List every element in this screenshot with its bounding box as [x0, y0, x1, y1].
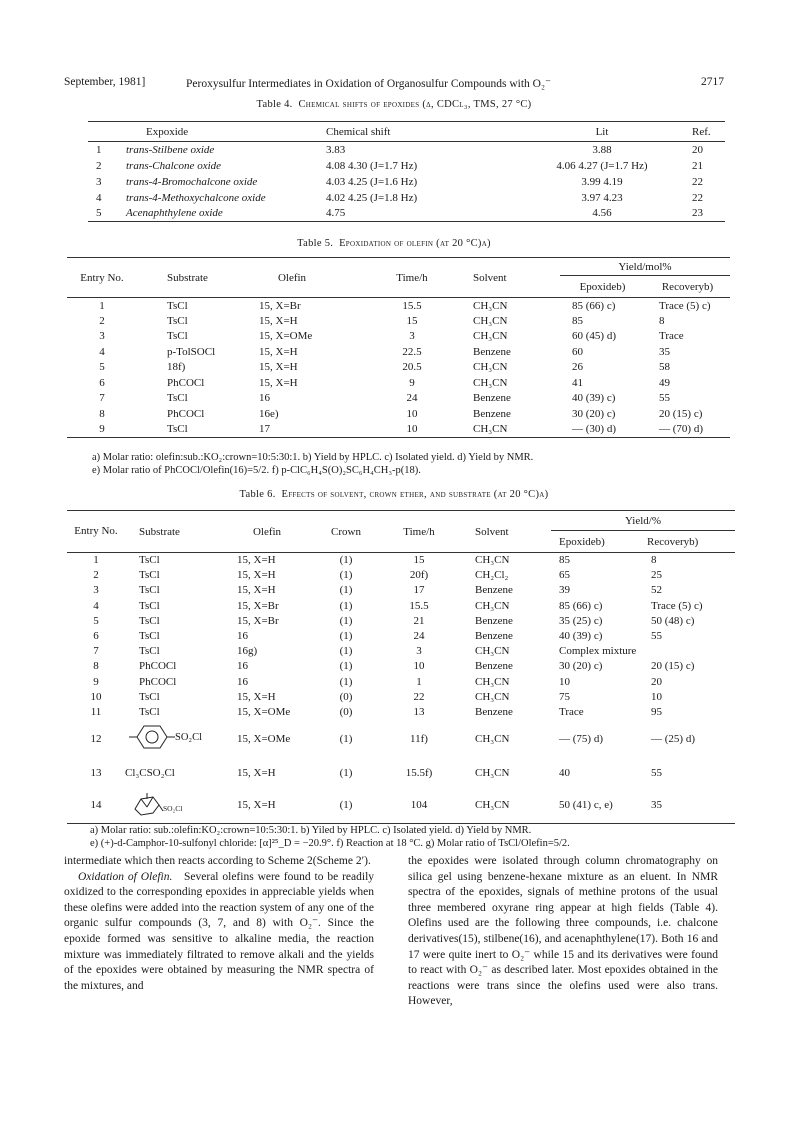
t6-row-time: 21: [413, 614, 425, 627]
t6-row-crown: (0): [339, 690, 353, 703]
t5-row-substrate: p-TolSOCl: [167, 345, 216, 358]
t6-row-recovery: 55: [651, 630, 662, 643]
t6-row-recovery: 10: [651, 690, 662, 703]
t6-row-epoxide: Trace: [559, 705, 584, 718]
t5-row-olefin: 15, X=H: [259, 314, 298, 327]
t6-row-crown: (1): [339, 660, 353, 673]
t5-row-time: 3: [409, 330, 415, 343]
t5-col-solvent: Solvent: [473, 271, 507, 284]
t5-row-time: 10: [406, 407, 418, 420]
t6-row-substrate: TsCl: [139, 554, 160, 567]
t5-row-no: 3: [99, 330, 105, 343]
t4-row-lit: 3.88: [592, 143, 612, 156]
page-number: 2717: [701, 76, 724, 88]
t6-row-no: 13: [90, 766, 102, 779]
t5-row-solvent: CH₃CN: [473, 376, 508, 389]
t6-row-substrate: TsCl: [139, 599, 160, 612]
t5-row-substrate: 18f): [167, 361, 186, 374]
t4-row-shift: 3.83: [326, 143, 346, 156]
sulfonyl-chloride-label: SO₂Cl: [163, 803, 183, 813]
t6-row-epoxide: Complex mixture: [559, 645, 637, 658]
t5-row-epoxide: 85 (66) c): [572, 299, 616, 312]
t6-row-substrate: TsCl: [139, 569, 160, 582]
table-row: [88, 174, 725, 190]
t4-row-epoxide: trans-4-Bromochalcone oxide: [126, 175, 258, 188]
t5-row-substrate: TsCl: [167, 330, 188, 343]
t6-col-entry: Entry No.: [74, 525, 118, 537]
t6-row-solvent: CH₃CN: [475, 766, 510, 779]
t6-row-recovery: 8: [651, 554, 657, 567]
t6-row-recovery: 52: [651, 584, 662, 597]
table-row: [88, 206, 725, 222]
table-row: [67, 583, 735, 598]
t6-row-time: 11f): [410, 732, 428, 745]
table-row: [88, 190, 725, 206]
t5-row-time: 9: [409, 376, 415, 389]
t4-col-ref: Ref.: [692, 125, 711, 138]
section-heading: Oxidation of Olefin.: [78, 870, 173, 883]
t6-row-solvent: Benzene: [475, 705, 513, 718]
table-row: [67, 329, 730, 345]
t6-row-no: 11: [90, 705, 102, 718]
t5-row-time: 22.5: [402, 345, 422, 358]
t6-row-crown: (1): [339, 732, 353, 745]
t6-row-epoxide: 30 (20) c): [559, 660, 603, 673]
t4-row-lit: 4.06 4.27 (J=1.7 Hz): [556, 159, 648, 172]
table-row: [67, 704, 735, 719]
t6-row-crown: (1): [339, 645, 353, 658]
t6-col-yield: Yield/%: [551, 511, 735, 531]
camphor-skeleton-icon: [131, 791, 163, 817]
t6-row-olefin: 15, X=OMe: [237, 705, 291, 718]
t4-row-no: 1: [96, 143, 102, 156]
t5-row-time: 20.5: [402, 361, 422, 374]
t6-row-crown: (1): [339, 675, 353, 688]
table4: [88, 121, 725, 222]
t6-row-crown: (1): [339, 630, 353, 643]
t6-col-solvent: Solvent: [475, 525, 509, 538]
t5-row-olefin: 15, X=H: [259, 361, 298, 374]
t6-row-solvent: CH₃CN: [475, 799, 510, 812]
t6-row-olefin: 15, X=Br: [237, 614, 279, 627]
t5-row-olefin: 16: [259, 392, 270, 405]
t5-col-recovery: Recoveryb): [661, 280, 714, 293]
t6-row-olefin: 15, X=H: [237, 584, 276, 597]
table5: [67, 257, 730, 438]
t6-row-recovery: 55: [651, 766, 662, 779]
t6-row-crown: (1): [339, 614, 353, 627]
t5-row-solvent: Benzene: [473, 392, 511, 405]
table-row: [67, 344, 730, 360]
t6-row-olefin: 15, X=H: [237, 554, 276, 567]
t6-row-solvent: CH₃CN: [475, 675, 510, 688]
t6-row-no: 9: [93, 675, 99, 688]
t4-row-shift: 4.03 4.25 (J=1.6 Hz): [326, 175, 418, 188]
t6-col-recovery: Recoveryb): [647, 535, 699, 548]
t6-row-no: 4: [93, 599, 99, 612]
t5-col-time: Time/h: [396, 271, 428, 284]
t6-row-solvent: CH₂Cl₂: [475, 569, 509, 582]
t6-row-solvent: Benzene: [475, 584, 513, 597]
t6-row-crown: (1): [339, 584, 353, 597]
t6-col-time: Time/h: [403, 525, 435, 538]
t4-row-ref: 20: [692, 143, 703, 156]
table-row: [67, 720, 735, 758]
t6-row-solvent: Benzene: [475, 660, 513, 673]
table4-caption: Table 4. Chemical shifts of epoxides (δ, CDCl₃, TMS, 27 °C): [256, 99, 532, 110]
t6-row-epoxide: 39: [559, 584, 570, 597]
t6-row-time: 15.5f): [405, 766, 433, 779]
t5-row-solvent: CH₃CN: [473, 314, 508, 327]
table-row: [67, 659, 735, 674]
t6-row-solvent: Benzene: [475, 630, 513, 643]
t6-col-epoxide: Epoxideb): [559, 535, 605, 548]
table-row: [67, 788, 735, 824]
t6-row-epoxide: 65: [559, 569, 570, 582]
t6-row-solvent: CH₃CN: [475, 690, 510, 703]
t4-row-shift: 4.75: [326, 207, 346, 220]
table-row: [67, 391, 730, 407]
t6-row-olefin: 16: [237, 675, 248, 688]
t6-row-no: 7: [93, 645, 99, 658]
t5-row-solvent: CH₃CN: [473, 299, 508, 312]
t6-row-crown: (1): [339, 799, 353, 812]
t6-row-no: 1: [93, 554, 99, 567]
t6-row-substrate: TsCl: [139, 614, 160, 627]
t5-row-recovery: 35: [659, 345, 670, 358]
table-row: [67, 422, 730, 438]
t5-row-substrate: PhCOCl: [167, 376, 205, 389]
t4-row-epoxide: Acenaphthylene oxide: [126, 207, 223, 220]
t4-row-lit: 4.56: [592, 207, 612, 220]
table-row: [67, 360, 730, 376]
t4-row-ref: 23: [692, 207, 703, 220]
t6-row-epoxide: 40: [559, 766, 570, 779]
t5-col-olefin: Olefin: [277, 271, 307, 284]
t4-col-shift: Chemical shift: [326, 125, 391, 138]
t4-row-no: 3: [96, 175, 102, 188]
t4-row-lit: 3.97 4.23: [581, 191, 623, 204]
table-row: [67, 313, 730, 329]
t4-row-ref: 21: [692, 159, 703, 172]
t6-row-time: 22: [413, 690, 425, 703]
t6-row-crown: (0): [339, 705, 353, 718]
t5-row-olefin: 17: [259, 423, 270, 435]
t6-row-recovery: 25: [651, 569, 662, 582]
t6-row-epoxide: 10: [559, 675, 570, 688]
t6-row-solvent: CH₃CN: [475, 645, 510, 658]
t6-row-substrate: TsCl: [139, 645, 160, 658]
t5-row-solvent: CH₃CN: [473, 423, 508, 435]
t6-row-substrate: TsCl: [139, 584, 160, 597]
t6-row-olefin: 16: [237, 660, 248, 673]
t6-row-time: 104: [410, 799, 428, 812]
t6-row-epoxide: 35 (25) c): [559, 614, 603, 627]
t6-row-solvent: CH₃CN: [475, 732, 510, 745]
t6-row-olefin: 15, X=H: [237, 766, 276, 779]
t6-row-recovery: 20 (15) c): [651, 660, 695, 673]
body-right-column: the epoxides were isolated through column chromatography on silica gel using benzene-hexane mixture as an eluent. In NMR spectra of the epoxides, signals of methine protons of the usual three membered oxyrane ring appear at high fields (Table 4). Olefins used are the following three compounds, i.e. chalcone derivatives(15), stilbene(16), and acenaphthylene(17). Both 16 and 17 were quite inert to O₂⁻ while 15 and its derivatives were found to react with O₂⁻ as described later. Most epoxides obtained in the reactions were trans since the olefins used were also trans. However,: [408, 855, 718, 1008]
t4-row-shift: 4.02 4.25 (J=1.8 Hz): [326, 191, 418, 204]
table-row: [67, 644, 735, 659]
t5-row-epoxide: 30 (20) c): [572, 407, 616, 420]
t6-row-solvent: CH₃CN: [475, 599, 510, 612]
t6-row-epoxide: 40 (39) c): [559, 630, 603, 643]
t5-row-epoxide: — (30) d): [572, 423, 616, 435]
t6-row-crown: (1): [339, 766, 353, 779]
t6-row-olefin: 16g): [237, 645, 258, 658]
t4-row-epoxide: trans-4-Methoxychalcone oxide: [126, 191, 266, 204]
table-row: [67, 628, 735, 643]
t6-row-olefin: 15, X=H: [237, 799, 276, 812]
t6-row-substrate: TsCl: [139, 630, 160, 643]
t6-col-olefin: Olefin: [252, 525, 282, 538]
t5-row-recovery: 20 (15) c): [659, 407, 703, 420]
t4-row-no: 4: [96, 191, 102, 204]
t4-col-lit: Lit: [595, 125, 609, 138]
t6-row-recovery: [643, 644, 735, 659]
table6-caption: Table 6. Effects of solvent, crown ether, and substrate (at 20 °C)a): [239, 489, 549, 500]
t5-row-time: 15.5: [402, 299, 422, 312]
t5-row-no: 5: [99, 361, 105, 374]
t4-row-no: 2: [96, 159, 102, 172]
table-row: [67, 406, 730, 422]
t5-row-epoxide: 60 (45) d): [572, 330, 616, 343]
t5-row-substrate: TsCl: [167, 392, 188, 405]
t5-row-epoxide: 85: [572, 314, 583, 327]
t6-row-recovery: Trace (5) c): [651, 599, 703, 612]
table-row: [67, 613, 735, 628]
t5-row-no: 9: [99, 423, 105, 435]
t6-row-solvent: CH₃CN: [475, 554, 510, 567]
t5-row-epoxide: 26: [572, 361, 583, 374]
t5-col-yield: Yield/mol%: [560, 258, 730, 276]
t6-row-solvent: Benzene: [475, 614, 513, 627]
t5-col-epoxide: Epoxideb): [579, 280, 626, 293]
table6: [67, 510, 735, 824]
t5-row-recovery: — (70) d): [659, 423, 703, 435]
t6-row-no: 3: [93, 584, 99, 597]
t5-row-olefin: 15, X=OMe: [259, 330, 313, 343]
t5-row-no: 1: [99, 299, 105, 312]
t6-row-time: 10: [413, 660, 425, 673]
table5-caption: Table 5. Epoxidation of olefin (at 20 °C)a): [297, 238, 491, 249]
t6-row-epoxide: 85: [559, 554, 570, 567]
t5-row-time: 15: [406, 314, 418, 327]
t5-row-recovery: 8: [659, 314, 665, 327]
t6-row-substrate: [125, 720, 217, 758]
t6-row-epoxide: — (75) d): [559, 732, 603, 745]
table-row: [67, 553, 735, 568]
t6-col-crown: Crown: [331, 525, 361, 538]
t6-row-olefin: 15, X=OMe: [237, 732, 291, 745]
t6-row-recovery: 20: [651, 675, 662, 688]
table-row: [67, 298, 730, 314]
t6-row-no: 8: [93, 660, 99, 673]
t5-row-no: 6: [99, 376, 105, 389]
t5-row-time: 10: [406, 423, 418, 435]
t6-row-substrate: Cl₃CSO₂Cl: [125, 766, 175, 779]
t6-row-recovery: 50 (48) c): [651, 614, 695, 627]
t5-row-recovery: Trace: [659, 330, 684, 343]
t6-row-recovery: — (25) d): [651, 732, 695, 745]
t6-row-time: 3: [416, 645, 422, 658]
t5-row-no: 7: [99, 392, 105, 405]
t5-row-epoxide: 40 (39) c): [572, 392, 616, 405]
t6-row-no: 12: [90, 732, 102, 745]
t6-row-substrate: PhCOCl: [139, 675, 177, 688]
t5-row-solvent: CH₃CN: [473, 330, 508, 343]
t6-row-no: 10: [90, 690, 102, 703]
table-row: [67, 758, 735, 788]
t5-row-epoxide: 60: [572, 345, 583, 358]
t5-row-olefin: 15, X=Br: [259, 299, 301, 312]
t5-row-no: 8: [99, 407, 105, 420]
t6-row-recovery: 95: [651, 705, 662, 718]
t6-row-epoxide: 75: [559, 690, 570, 703]
t6-row-time: 15: [413, 554, 425, 567]
t6-row-epoxide: 85 (66) c): [559, 599, 603, 612]
t6-row-time: 20f): [409, 569, 429, 582]
table-row: [67, 689, 735, 704]
camphor-sulfonyl-chloride-structure: [131, 791, 182, 817]
table-row: [88, 158, 725, 174]
sulfonyl-chloride-label: SO₂Cl: [175, 731, 203, 743]
t4-row-shift: 4.08 4.30 (J=1.7 Hz): [326, 159, 418, 172]
t6-row-time: 24: [413, 630, 425, 643]
t6-row-time: 13: [413, 705, 425, 718]
table-row: [67, 674, 735, 689]
t5-row-no: 2: [99, 314, 105, 327]
t6-row-no: 6: [93, 630, 99, 643]
t6-row-substrate: TsCl: [139, 705, 160, 718]
table-row: [67, 598, 735, 613]
t6-row-time: 1: [416, 675, 422, 688]
body-left-column: intermediate which then reacts according to Scheme 2(Scheme 2′). Oxidation of Olefin. Several olefins were found to be readily oxidized to the corresponding epoxides in appreciable yields when these olefins were added into the reaction system of any one of the organic sulfur compounds (3, 7, and 8) with O₂⁻. Since the epoxide formed was sensitive to alkaline media, the reaction mixture was immediately filtrated to remove alkali and the yields of the epoxides were obtained by measuring the NMR spectra of the mixtures, and: [64, 855, 375, 992]
t5-row-olefin: 15, X=H: [259, 345, 298, 358]
t4-row-lit: 3.99 4.19: [581, 175, 623, 188]
t5-row-substrate: TsCl: [167, 423, 188, 435]
t5-row-solvent: CH₃CN: [473, 361, 508, 374]
t5-row-solvent: Benzene: [473, 345, 511, 358]
running-title: Peroxysulfur Intermediates in Oxidation of Organosulfur Compounds with O₂⁻: [186, 78, 552, 90]
t5-row-olefin: 15, X=H: [259, 376, 298, 389]
t5-row-solvent: Benzene: [473, 407, 511, 420]
t6-row-olefin: 15, X=Br: [237, 599, 279, 612]
t5-row-recovery: 58: [659, 361, 670, 374]
t6-row-substrate: [125, 788, 217, 824]
t6-row-recovery: 35: [651, 799, 662, 812]
table6-footnotes: a) Molar ratio: sub.:olefin:KO₂:crown=10:5:30:1. b) Yiled by HPLC. c) Isolated yield. d) Yield by NMR. e) (+)-d-Camphor-10-sulfonyl chloride: [α]²⁵_D = −20.9°. f) Reaction at 18 °C. g) Molar ratio of TsCl/Olefin=5/2.: [90, 825, 570, 849]
t6-row-olefin: 15, X=H: [237, 569, 276, 582]
t5-row-recovery: 55: [659, 392, 670, 405]
t5-row-recovery: Trace (5) c): [659, 299, 711, 312]
t5-row-no: 4: [99, 345, 105, 358]
t6-row-no: 14: [90, 799, 102, 812]
table-row: [67, 568, 735, 583]
benzene-ring-icon: [129, 722, 175, 752]
t6-row-no: 2: [93, 569, 99, 582]
t6-row-time: 15.5: [409, 599, 429, 612]
table-row: [67, 375, 730, 391]
t4-row-epoxide: trans-Chalcone oxide: [126, 159, 222, 172]
header-date: September, 1981]: [64, 76, 146, 88]
t5-row-time: 24: [406, 392, 418, 405]
t5-row-substrate: TsCl: [167, 314, 188, 327]
t6-row-time: 17: [413, 584, 425, 597]
t6-row-olefin: 16: [237, 630, 248, 643]
t5-row-epoxide: 41: [572, 376, 583, 389]
t6-row-crown: (1): [339, 569, 353, 582]
t5-row-substrate: TsCl: [167, 299, 188, 312]
t5-col-entry: Entry No.: [80, 271, 124, 284]
aryl-sulfonyl-chloride-structure: [129, 722, 202, 752]
t6-row-substrate: TsCl: [139, 690, 160, 703]
t4-row-ref: 22: [692, 175, 703, 188]
t4-row-no: 5: [96, 207, 102, 220]
table5-footnotes: a) Molar ratio: olefin:sub.:KO₂:crown=10:5:30:1. b) Yield by HPLC. c) Isolated yield. d) Yield by NMR. e) Molar ratio of PhCOCl/Olefin(16)=5/2. f) p-ClC₆H₄S(O)₂SC₆H₄CH₃-p(18).: [92, 452, 534, 476]
t6-row-crown: (1): [339, 554, 353, 567]
t4-row-ref: 22: [692, 191, 703, 204]
t5-row-substrate: PhCOCl: [167, 407, 205, 420]
t6-row-crown: (1): [339, 599, 353, 612]
table-row: [88, 142, 725, 158]
t5-row-olefin: 16e): [259, 407, 279, 420]
t6-col-substrate: Substrate: [139, 525, 180, 538]
t5-row-recovery: 49: [659, 376, 670, 389]
t6-row-olefin: 15, X=H: [237, 690, 276, 703]
t4-row-epoxide: trans-Stilbene oxide: [126, 143, 215, 156]
t6-row-substrate: PhCOCl: [139, 660, 177, 673]
t6-row-no: 5: [93, 614, 99, 627]
t4-col-epoxide: Expoxide: [146, 125, 189, 138]
t5-col-substrate: Substrate: [167, 271, 208, 284]
t6-row-epoxide: 50 (41) c, e): [559, 799, 613, 812]
